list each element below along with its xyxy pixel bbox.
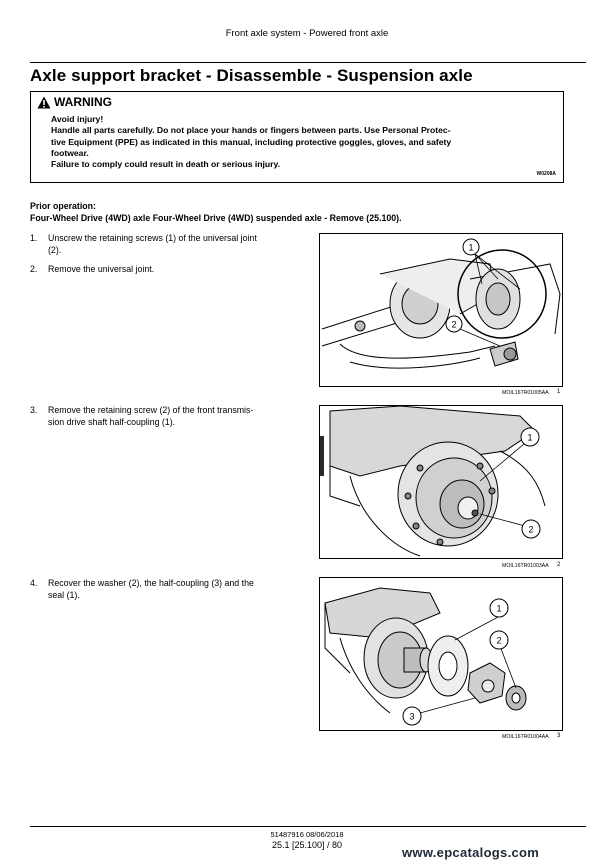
step-text: Unscrew the retaining screws (1) of the universal joint: [48, 233, 257, 243]
callout-label: 1: [496, 603, 502, 614]
figure-3-seal-washer: [319, 577, 563, 731]
step-number: 1.: [30, 233, 38, 243]
figure-number: 1: [557, 389, 561, 395]
warning-line: Avoid injury!: [51, 114, 104, 124]
prior-operation-link[interactable]: Four-Wheel Drive (4WD) axle Four-Wheel Drive (4WD) suspended axle - Remove (25.100).: [30, 213, 402, 223]
step-text: seal (1).: [48, 589, 80, 600]
prior-operation-label: Prior operation:: [30, 201, 96, 211]
step-text: Remove the retaining screw (2) of the front transmis-: [48, 405, 254, 415]
step-number: 4.: [30, 578, 38, 588]
callout-label: 2: [451, 319, 457, 330]
callout-label: 1: [468, 242, 474, 253]
figure-caption: MOIL16TR01005AA: [502, 390, 549, 396]
axle-illustration: [320, 406, 562, 558]
figure-1-universal-joint: [319, 233, 563, 387]
warning-line: tive Equipment (PPE) as indicated in this manual, including protective goggles, gloves, and safety: [51, 136, 452, 147]
page-header: Front axle system - Powered front axle: [225, 28, 389, 39]
warning-triangle-icon: [37, 96, 51, 109]
document-number: 51487916 08/06/2018: [270, 830, 344, 839]
warning-code: W0208A: [536, 171, 556, 177]
axle-illustration: [320, 234, 562, 386]
prior-operation: [30, 200, 402, 224]
step-2: [30, 264, 302, 276]
warning-heading: [37, 95, 112, 109]
step-3: [30, 405, 302, 428]
callout-label: 1: [527, 432, 533, 443]
warning-line: footwear.: [51, 147, 89, 158]
figure-caption: MOIL16TR01004AA: [502, 734, 549, 740]
warning-text: [51, 114, 556, 170]
page-title: Axle support bracket - Disassemble - Suspension axle: [30, 66, 473, 85]
callout-label: 2: [528, 524, 534, 535]
step-text: Remove the universal joint.: [48, 264, 155, 274]
callout-label: 2: [496, 635, 502, 646]
figure-number: 2: [557, 562, 561, 568]
step-1: [30, 233, 302, 256]
axle-illustration: [320, 578, 562, 730]
header-rule: [30, 62, 586, 63]
step-number: 3.: [30, 405, 38, 415]
step-number: 2.: [30, 264, 38, 274]
warning-box: [30, 91, 564, 183]
page-number: 25.1 [25.100] / 80: [271, 840, 343, 850]
warning-label: WARNING: [54, 95, 112, 109]
watermark: www.epcatalogs.com: [402, 845, 540, 860]
figure-number: 3: [557, 733, 561, 739]
footer-rule: [30, 826, 586, 827]
step-text: Recover the washer (2), the half-coupling (3) and the: [48, 578, 254, 588]
warning-line: Handle all parts carefully. Do not place your hands or fingers between parts. Use Personal Protec-: [51, 125, 451, 136]
figure-2-half-coupling: [319, 405, 563, 559]
step-text: (2).: [48, 244, 62, 255]
step-text: sion drive shaft half-coupling (1).: [48, 416, 176, 427]
figure-caption: MOIL16TR01003AA: [502, 563, 549, 569]
step-4: [30, 578, 302, 601]
callout-label: 3: [409, 711, 415, 722]
warning-line: Failure to comply could result in death or serious injury.: [51, 159, 281, 170]
